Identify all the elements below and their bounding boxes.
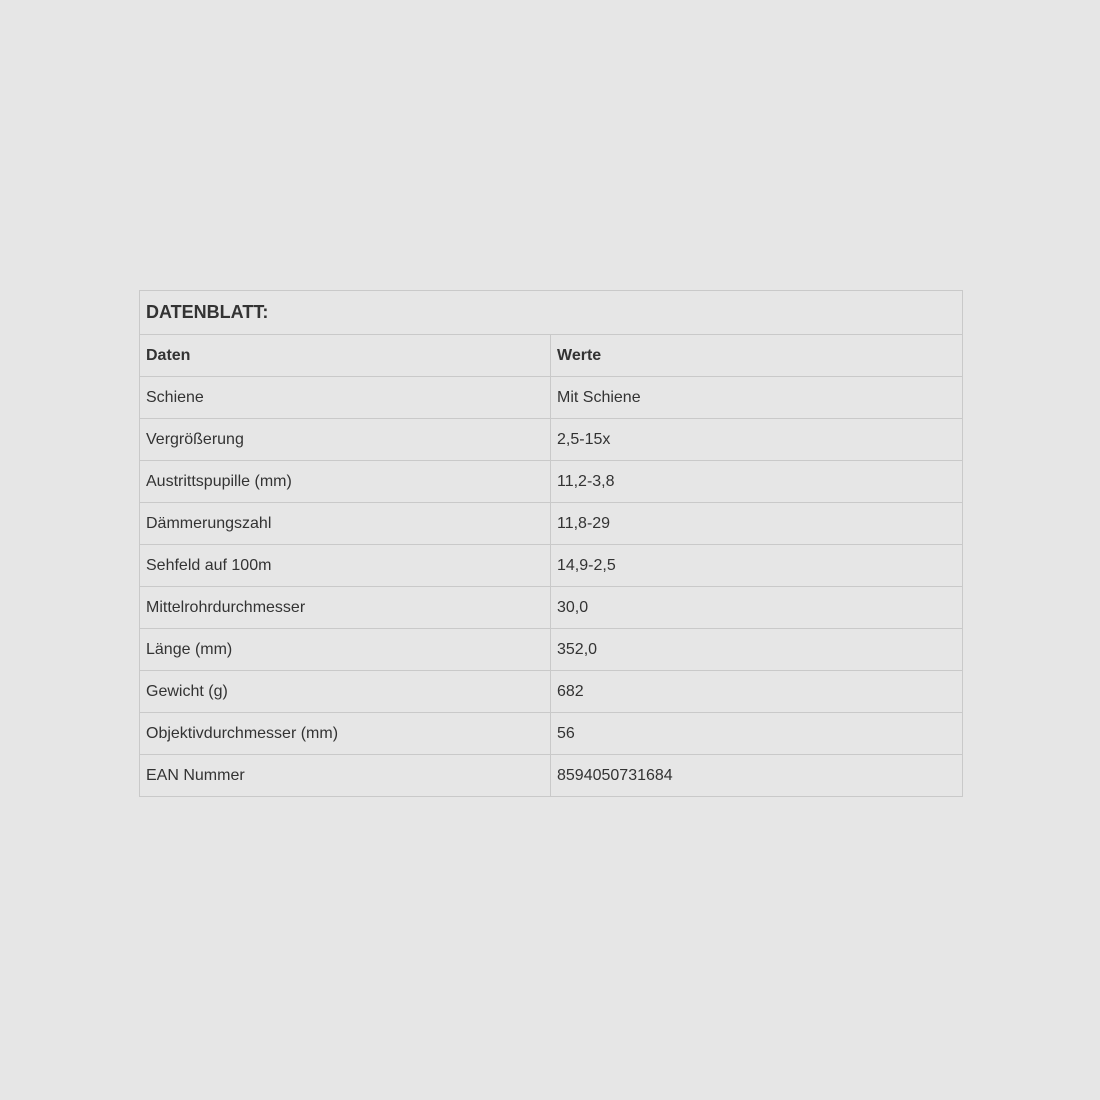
- header-row: [140, 335, 963, 377]
- datasheet-title-row: [140, 291, 963, 335]
- row-label: Austrittspupille (mm): [140, 461, 551, 503]
- table-row: [140, 377, 963, 419]
- row-value: 11,8-29: [551, 503, 963, 545]
- table-row: [140, 671, 963, 713]
- row-label: Länge (mm): [140, 629, 551, 671]
- row-value: 682: [551, 671, 963, 713]
- datasheet-title: DATENBLATT:: [140, 291, 963, 335]
- row-value: 8594050731684: [551, 755, 963, 797]
- row-value: 352,0: [551, 629, 963, 671]
- table-row: [140, 545, 963, 587]
- row-label: Vergrößerung: [140, 419, 551, 461]
- datasheet-table: [139, 290, 963, 797]
- row-value: 2,5-15x: [551, 419, 963, 461]
- row-label: Objektivdurchmesser (mm): [140, 713, 551, 755]
- row-value: 56: [551, 713, 963, 755]
- row-label: Gewicht (g): [140, 671, 551, 713]
- row-label: Dämmerungszahl: [140, 503, 551, 545]
- row-value: 11,2-3,8: [551, 461, 963, 503]
- row-value: Mit Schiene: [551, 377, 963, 419]
- table-row: [140, 755, 963, 797]
- row-value: 14,9-2,5: [551, 545, 963, 587]
- row-label: Sehfeld auf 100m: [140, 545, 551, 587]
- table-row: [140, 629, 963, 671]
- row-label: Mittelrohrdurchmesser: [140, 587, 551, 629]
- table-row: [140, 713, 963, 755]
- table-row: [140, 419, 963, 461]
- column-header-daten: Daten: [140, 335, 551, 377]
- row-label: Schiene: [140, 377, 551, 419]
- row-value: 30,0: [551, 587, 963, 629]
- column-header-werte: Werte: [551, 335, 963, 377]
- row-label: EAN Nummer: [140, 755, 551, 797]
- table-row: [140, 503, 963, 545]
- table-row: [140, 587, 963, 629]
- table-row: [140, 461, 963, 503]
